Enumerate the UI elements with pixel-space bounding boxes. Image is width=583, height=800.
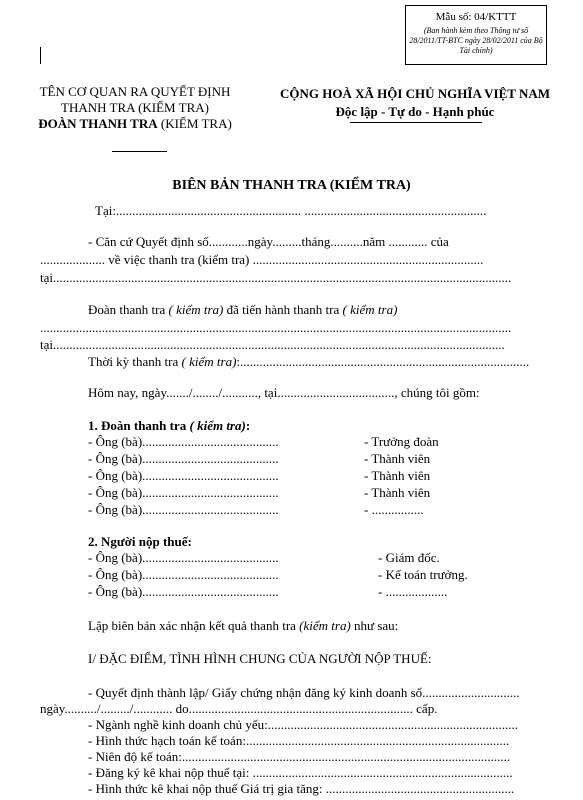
section-general-info: I/ ĐẶC ĐIỂM, TÌNH HÌNH CHUNG CỦA NGƯỜI NỘP THUẾ: [88,651,432,666]
inspection-place-line: tại............................................................................................................................................. [40,270,512,285]
agency-team-suffix: (KIỂM TRA) [157,116,232,131]
agency-line-2: THANH TRA (KIỂM TRA) [61,100,209,115]
inspection-subject-line: .................... về việc thanh tra (kiểm tra) ....................................................................... [40,252,484,267]
team-conducted-dots: ................................................................................................................................................. [40,320,512,335]
taxpayer-1-role: - Giám đốc. [378,550,440,565]
agency-line-3 [20,116,250,132]
team-member-2-role: - Thành viên [364,451,431,466]
establishment-decision-line: - Quyết định thành lập/ Giấy chứng nhận đăng ký kinh doanh số.............................. [88,685,520,700]
document-title: BIÊN BẢN THANH TRA (KIỂM TRA) [172,178,411,193]
team-conducted-line: Đoàn thanh tra ( kiểm tra) đã tiến hành thanh tra ( kiểm tra) [88,302,398,317]
minutes-confirmation-line: Lập biên bản xác nhận kết quả thanh tra (kiểm tra) như sau: [88,618,399,633]
inspection-period-line: Thời kỳ thanh tra ( kiểm tra):......................................................................................... [88,354,530,369]
team-member-2-name: - Ông (bà).......................................... [88,451,279,466]
form-code-note: (Ban hành kèm theo Thông tư số 28/2011/TT-BTC ngày 28/02/2011 của Bộ Tài chính) [409,26,543,55]
text-cursor [40,47,41,64]
motto-underline [350,122,482,123]
team-member-3-name: - Ông (bà).......................................... [88,468,279,483]
team-member-3-role: - Thành viên [364,468,431,483]
date-place-line: Hôm nay, ngày......./......../..........., tại...................................., chúng tôi gồm: [88,385,480,400]
business-line: - Ngành nghề kinh doanh chủ yếu:............................................................................. [88,717,519,732]
form-code: Mẫu số: 04/KTTT [435,11,517,23]
nation-title: CỘNG HOÀ XÃ HỘI CHỦ NGHĨA VIỆT NAM [279,86,551,101]
accounting-form-line: - Hình thức hạch toán kế toán:................................................................................. [88,733,510,748]
section-inspection-team: 1. Đoàn thanh tra ( kiểm tra): [88,418,251,433]
location-line: Tại:......................................................... ........................................................ [95,203,487,218]
issue-date-line: ngày........../........./............ do..................................................................... cấp. [40,701,438,716]
nation-motto: Độc lập - Tự do - Hạnh phúc [335,104,495,119]
section-taxpayer: 2. Người nộp thuế: [88,534,192,549]
team-conducted-place: tại........................................................................................................................................... [40,337,505,352]
team-member-5-role: - ................ [364,502,424,517]
taxpayer-2-name: - Ông (bà).......................................... [88,567,279,582]
team-member-4-name: - Ông (bà).......................................... [88,485,279,500]
taxpayer-3-name: - Ông (bà).......................................... [88,584,279,599]
agency-divider [112,151,167,152]
team-member-5-name: - Ông (bà).......................................... [88,502,279,517]
form-code-box [405,5,547,65]
taxpayer-1-name: - Ông (bà).......................................... [88,550,279,565]
taxpayer-3-role: - ................... [378,584,448,599]
agency-team-label: ĐOÀN THANH TRA [38,116,158,131]
decision-basis-line: - Căn cứ Quyết định số............ngày.........tháng..........năm ............ của [88,234,449,249]
team-member-1-role: - Trưởng đoàn [364,434,439,449]
fiscal-year-line: - Niên độ kế toán:..................................................................................................... [88,749,511,764]
vat-declaration-line: - Hình thức kê khai nộp thuế Giá trị gia tăng: .......................................................... [88,781,515,796]
team-member-1-name: - Ông (bà).......................................... [88,434,279,449]
agency-line-1: TÊN CƠ QUAN RA QUYẾT ĐỊNH [39,84,231,99]
taxpayer-2-role: - Kế toán trưởng. [378,567,468,582]
tax-registration-line: - Đăng ký kê khai nộp thuế tại: ................................................................................ [88,765,513,780]
team-member-4-role: - Thành viên [364,485,431,500]
